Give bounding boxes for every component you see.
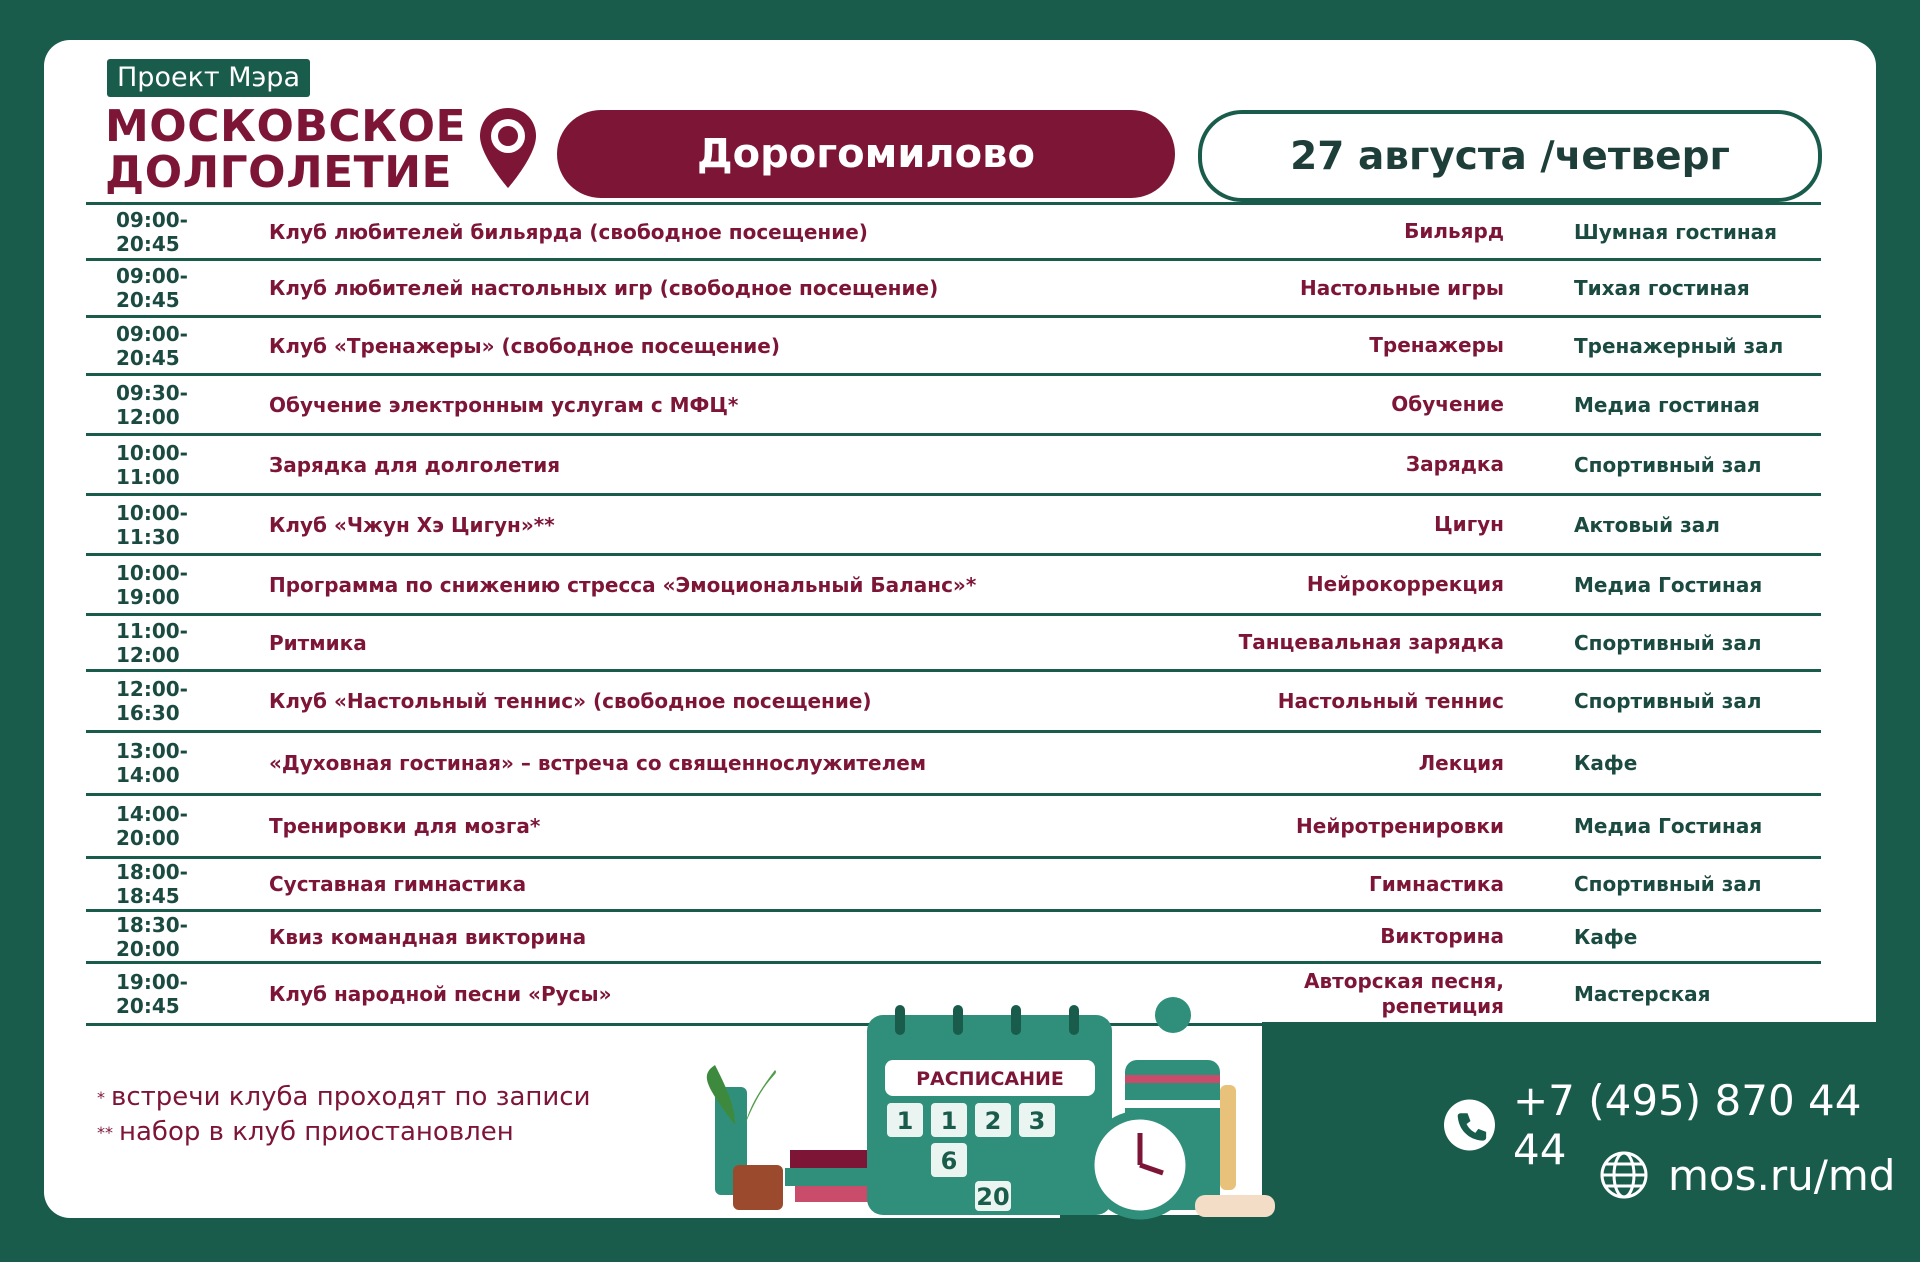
row-room: Спортивный зал	[1574, 452, 1762, 477]
row-category: Нейрокоррекция	[1306, 572, 1504, 596]
row-time: 09:00-20:45	[116, 321, 188, 370]
footnote-1-text: встречи клуба проходят по записи	[111, 1082, 591, 1112]
row-event: Тренировки для мозга*	[269, 814, 541, 838]
schedule-table	[86, 202, 1821, 1026]
schedule-row	[86, 912, 1821, 964]
row-room: Медиа гостиная	[1574, 392, 1760, 417]
row-category: Обучение	[1391, 392, 1504, 416]
web-contact	[1598, 1149, 1895, 1201]
calendar-digit-5: 6	[940, 1147, 958, 1175]
schedule-row	[86, 859, 1821, 912]
row-event: Клуб «Чжун Хэ Цигун»**	[269, 512, 555, 537]
logo-line-1: МОСКОВСКОЕ	[105, 101, 467, 152]
row-event: Зарядка для долголетия	[269, 452, 561, 477]
logo-title	[105, 101, 467, 198]
calendar-digit-2: 1	[940, 1107, 958, 1135]
row-category: Бильярд	[1404, 219, 1504, 243]
row-event: Обучение электронным услугам с МФЦ*	[269, 392, 739, 417]
location-pin-icon	[477, 106, 539, 190]
row-event: Клуб любителей бильярда (свободное посещение)	[269, 219, 868, 244]
schedule-row	[86, 556, 1821, 616]
phone-number[interactable]: +7 (495) 870 44 44	[1512, 1076, 1862, 1174]
row-event: Клуб любителей настольных игр (свободное посещение)	[269, 276, 939, 300]
schedule-row	[86, 261, 1821, 318]
row-room: Спортивный зал	[1574, 689, 1762, 713]
row-event: Клуб «Настольный теннис» (свободное посещение)	[269, 689, 872, 713]
row-event: «Духовная гостиная» – встреча со священнослужителем	[269, 751, 927, 775]
row-room: Спортивный зал	[1574, 630, 1762, 655]
row-time: 11:00-12:00	[116, 618, 188, 667]
schedule-row	[86, 205, 1821, 261]
row-room: Медиа Гостиная	[1574, 572, 1763, 597]
row-room: Кафе	[1574, 924, 1638, 949]
phone-icon	[1444, 1099, 1495, 1151]
row-category: Цигун	[1434, 512, 1504, 536]
row-category: Зарядка	[1405, 452, 1504, 476]
row-category: Тренажеры	[1369, 333, 1504, 357]
row-event: Квиз командная викторина	[269, 924, 587, 949]
row-category: Лекция	[1418, 750, 1504, 775]
row-room: Кафе	[1574, 751, 1638, 775]
row-room: Спортивный зал	[1574, 872, 1762, 896]
logo-line-2: ДОЛГОЛЕТИЕ	[105, 147, 453, 198]
row-time: 19:00-20:45	[116, 969, 188, 1018]
footnote-2	[97, 1115, 590, 1150]
row-time: 18:30-20:00	[116, 912, 188, 961]
row-event: Клуб народной песни «Русы»	[269, 981, 612, 1006]
row-time: 10:00-19:00	[116, 560, 188, 609]
row-time: 10:00-11:30	[116, 500, 188, 549]
date-label: 27 августа /четверг	[1198, 110, 1822, 202]
schedule-row	[86, 496, 1821, 556]
website-link[interactable]: mos.ru/md	[1668, 1150, 1896, 1200]
row-event: Программа по снижению стресса «Эмоциональный Баланс»*	[269, 572, 977, 597]
row-time: 12:00-16:30	[116, 677, 188, 725]
row-event: Ритмика	[269, 630, 367, 655]
row-room: Актовый зал	[1574, 512, 1720, 537]
row-time: 18:00-18:45	[116, 860, 188, 908]
calendar-digit-3: 2	[984, 1107, 1002, 1135]
schedule-row	[86, 672, 1821, 733]
row-category: Гимнастика	[1369, 871, 1504, 896]
row-room: Тихая гостиная	[1574, 276, 1750, 300]
schedule-row	[86, 318, 1821, 376]
calendar-illustration	[595, 975, 1295, 1223]
schedule-row	[86, 376, 1821, 436]
row-time: 09:30-12:00	[116, 380, 188, 429]
row-category: Танцевальная зарядка	[1238, 630, 1504, 654]
row-room: Шумная гостиная	[1574, 219, 1778, 244]
row-room: Тренажерный зал	[1574, 333, 1784, 358]
calendar-digit-6: 20	[976, 1183, 1010, 1211]
row-time: 09:00-20:45	[116, 264, 188, 312]
row-time: 13:00-14:00	[116, 739, 188, 787]
footnote-1-mark: *	[97, 1088, 105, 1107]
row-room: Мастерская	[1574, 981, 1711, 1006]
footnote-2-text: набор в клуб приостановлен	[119, 1117, 514, 1147]
district-label: Дорогомилово	[557, 110, 1175, 198]
schedule-row	[86, 796, 1821, 859]
row-room: Медиа Гостиная	[1574, 814, 1763, 838]
calendar-digit-4: 3	[1028, 1107, 1046, 1135]
row-time: 09:00-20:45	[116, 207, 188, 256]
row-event: Суставная гимнастика	[269, 872, 527, 896]
footnotes	[97, 1080, 590, 1150]
schedule-row	[86, 733, 1821, 796]
row-category: Нейротренировки	[1296, 813, 1504, 838]
row-event: Клуб «Тренажеры» (свободное посещение)	[269, 333, 780, 358]
calendar-digit-1: 1	[896, 1107, 914, 1135]
globe-icon	[1598, 1149, 1650, 1201]
row-category: Авторская песня, репетиция	[1303, 968, 1504, 1018]
calendar-title: РАСПИСАНИЕ	[916, 1068, 1064, 1090]
schedule-row	[86, 436, 1821, 496]
row-time: 10:00-11:00	[116, 440, 188, 489]
row-time: 14:00-20:00	[116, 802, 188, 850]
footnote-1	[97, 1080, 590, 1115]
row-category: Настольный теннис	[1277, 688, 1504, 713]
row-category: Настольные игры	[1299, 275, 1504, 300]
row-category: Викторина	[1380, 924, 1504, 948]
project-badge: Проект Мэра	[107, 59, 310, 97]
schedule-row	[86, 616, 1821, 672]
footnote-2-mark: **	[97, 1123, 113, 1142]
